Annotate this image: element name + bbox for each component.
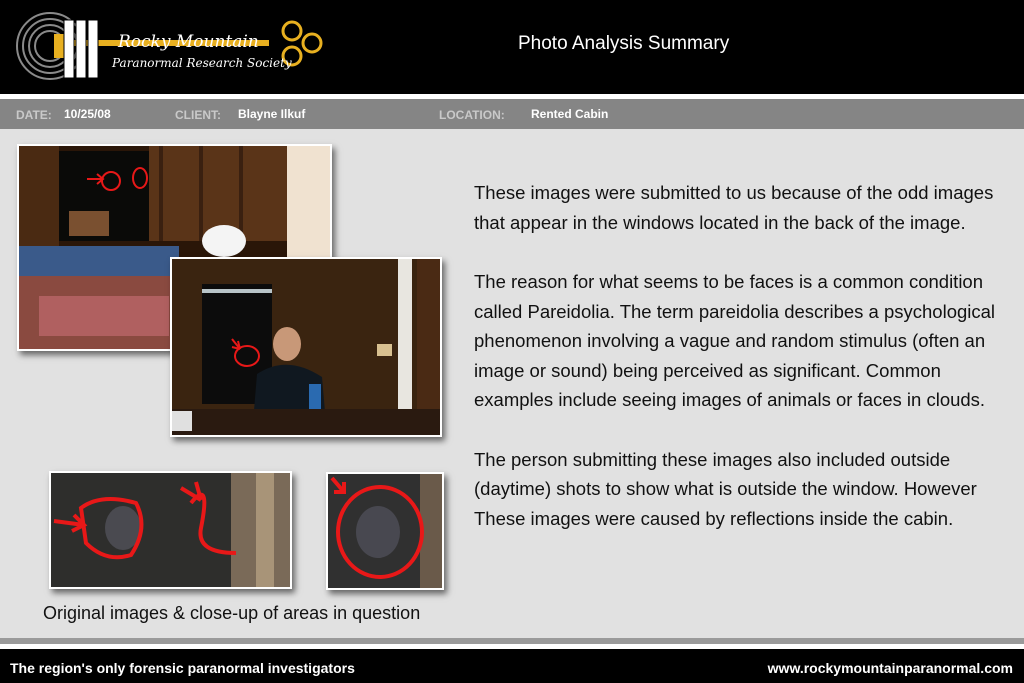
info-bar: [0, 99, 1024, 129]
analysis-paragraph-3: The person submitting these images also included outside (daytime) shots to show what is outside the window. However These images were caused by reflections inside the cabin.: [474, 448, 977, 529]
date-label: DATE:: [16, 108, 52, 122]
footer-tagline: The region's only forensic paranormal investigators: [10, 660, 355, 676]
page-title: Photo Analysis Summary: [518, 33, 730, 54]
footer: [0, 649, 1024, 683]
logo[interactable]: [14, 10, 334, 80]
logo-title: Rocky Mountain: [118, 32, 259, 52]
analysis-paragraph-1: These images were submitted to us because of the odd images that appear in the windows located in the back of the image.: [474, 182, 994, 233]
logo-subtitle: Paranormal Research Society: [112, 56, 292, 70]
location-label: LOCATION:: [439, 108, 505, 122]
closeup-photo-2: [326, 472, 444, 590]
location-value: Rented Cabin: [531, 107, 609, 121]
header: [0, 0, 1024, 94]
closeup-photo-1: [49, 471, 292, 589]
submitted-photo-2: [170, 257, 442, 437]
photos-caption: Original images & close-up of areas in question: [43, 603, 421, 623]
analysis-text: [474, 178, 1014, 563]
date-value: 10/25/08: [64, 107, 111, 121]
footer-website-link[interactable]: www.rockymountainparanormal.com: [767, 660, 1013, 676]
client-label: CLIENT:: [175, 108, 221, 122]
client-value: Blayne Ilkuf: [238, 107, 306, 121]
analysis-paragraph-2: The reason for what seems to be faces is a common condition called Pareidolia. The term pareidolia describes a psychological phenomenon involving a vague and random stimulus (often an image or sound) being perceived as significant. Common examples include seeing images of animals or faces in clouds.: [474, 271, 996, 410]
